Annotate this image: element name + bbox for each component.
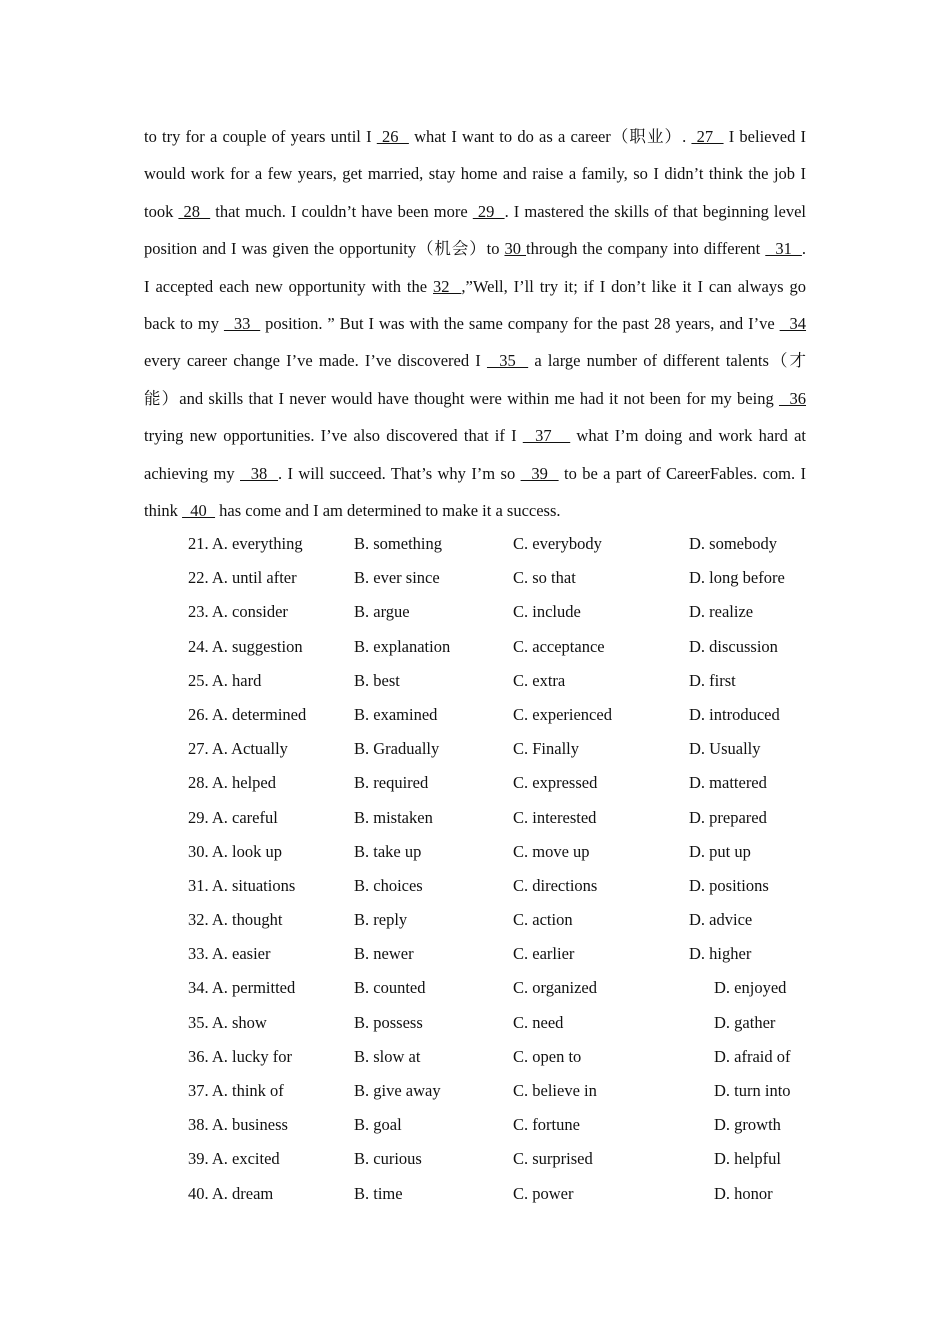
option-a: 24. A. suggestion <box>188 636 303 656</box>
passage-line <box>144 455 806 492</box>
option-c: C. move up <box>513 841 590 861</box>
passage-text: . I mastered the skills of that beginning level <box>504 201 806 221</box>
option-b: B. possess <box>354 1012 423 1032</box>
option-a: 28. A. helped <box>188 773 276 793</box>
option-d: D. positions <box>689 875 769 895</box>
option-a: 27. A. Actually <box>188 739 288 759</box>
option-a: 32. A. thought <box>188 910 283 930</box>
option-c: C. power <box>513 1183 574 1203</box>
answer-options <box>188 527 808 1211</box>
option-b: B. ever since <box>354 568 440 588</box>
option-c: C. extra <box>513 670 566 690</box>
option-c: C. believe in <box>513 1081 597 1100</box>
option-c: C. interested <box>513 807 597 827</box>
option-c: C. action <box>513 910 573 930</box>
passage-text: every career change I’ve made. I’ve discovered I <box>144 351 487 371</box>
question-row <box>188 903 808 937</box>
option-d: D. advice <box>689 910 753 930</box>
answer-blank: 38 <box>240 463 279 483</box>
option-a: 39. A. excited <box>188 1149 280 1169</box>
option-a: 40. A. dream <box>188 1183 274 1203</box>
question-row <box>188 732 808 766</box>
passage-text: through the company into different <box>526 239 766 259</box>
option-d: D. discussion <box>689 636 778 656</box>
question-row <box>188 1177 808 1211</box>
option-b: B. reply <box>354 910 408 930</box>
answer-blank: 30 <box>504 239 527 259</box>
question-row <box>188 1006 808 1040</box>
question-row <box>188 937 808 971</box>
passage-text: to be a part of CareerFables. com. I <box>558 463 806 483</box>
passage-text: . I will succeed. That’s why I’m so <box>278 463 521 483</box>
option-b: B. goal <box>354 1115 402 1135</box>
option-a: 29. A. careful <box>188 807 278 827</box>
option-b: B. argue <box>354 602 410 622</box>
question-row <box>188 1142 808 1176</box>
question-row <box>188 561 808 595</box>
passage-text: took <box>144 201 179 221</box>
passage-text: to try for a couple of years until I <box>144 127 377 146</box>
option-d: D. growth <box>714 1115 781 1135</box>
question-row <box>188 698 808 732</box>
passage-line <box>144 118 806 155</box>
option-b: B. time <box>354 1183 403 1203</box>
option-d: D. realize <box>689 602 754 622</box>
question-row <box>188 835 808 869</box>
option-d: D. put up <box>689 841 751 861</box>
option-d: D. honor <box>714 1183 773 1203</box>
passage-text: what I want to do as a career（职业）. <box>408 127 692 146</box>
passage-line <box>144 305 806 342</box>
option-c: C. open to <box>513 1046 582 1066</box>
option-d: D. turn into <box>714 1081 791 1100</box>
passage-text: ,”Well, I’ll try it; if I don’t like it I can always go <box>461 276 806 296</box>
option-d: D. higher <box>689 944 752 964</box>
option-d: D. long before <box>689 568 785 588</box>
option-a: 35. A. show <box>188 1012 267 1032</box>
option-a: 38. A. business <box>188 1115 288 1135</box>
option-d: D. mattered <box>689 773 767 793</box>
question-row <box>188 1040 808 1074</box>
option-a: 34. A. permitted <box>188 978 296 998</box>
question-row <box>188 664 808 698</box>
question-row <box>188 971 808 1005</box>
option-a: 37. A. think of <box>188 1081 284 1100</box>
passage-text: trying new opportunities. I’ve also discovered that if I <box>144 426 523 446</box>
option-a: 21. A. everything <box>188 534 303 553</box>
answer-blank: 33 <box>223 313 261 333</box>
option-d: D. Usually <box>689 739 761 759</box>
option-b: B. newer <box>354 944 414 964</box>
answer-blank: 35 <box>486 351 529 371</box>
passage-text: has come and I am determined to make it a success. <box>215 500 561 520</box>
option-d: D. gather <box>714 1012 776 1032</box>
passage-text: that much. I couldn’t have been more <box>210 201 473 221</box>
option-d: D. prepared <box>689 807 767 827</box>
option-d: D. somebody <box>689 534 777 553</box>
option-a: 33. A. easier <box>188 944 271 964</box>
question-row <box>188 766 808 800</box>
option-b: B. choices <box>354 875 423 895</box>
answer-blank: 26 <box>376 127 409 146</box>
passage-text: . <box>801 239 807 259</box>
option-b: B. curious <box>354 1149 422 1169</box>
option-c: C. directions <box>513 875 598 895</box>
passage-text: think <box>144 500 183 520</box>
passage-text: would work for a few years, get married, stay home and raise a family, so I didn’t think the job I <box>144 164 806 184</box>
option-b: B. mistaken <box>354 807 433 827</box>
option-b: B. explanation <box>354 636 451 656</box>
option-c: C. organized <box>513 978 598 998</box>
option-c: C. so that <box>513 568 576 588</box>
answer-blank: 32 <box>433 276 462 296</box>
passage-line <box>144 417 806 454</box>
option-c: C. expressed <box>513 773 598 793</box>
question-row <box>188 801 808 835</box>
passage-line <box>144 342 806 379</box>
option-b: B. required <box>354 773 429 793</box>
passage-text: 能）and skills that I never would have thought were within me had it not been for my being <box>144 388 779 408</box>
option-c: C. include <box>513 602 581 622</box>
option-c: C. fortune <box>513 1115 580 1135</box>
passage-text: position. ” But I was with the same company for the past 28 years, and I’ve <box>260 313 780 333</box>
option-c: C. acceptance <box>513 636 605 656</box>
passage-text: what I’m doing and work hard at <box>570 426 807 446</box>
option-c: C. experienced <box>513 704 612 724</box>
answer-blank: 36 <box>778 388 807 408</box>
option-c: C. need <box>513 1012 564 1032</box>
option-b: B. give away <box>354 1081 441 1100</box>
question-row <box>188 1074 808 1108</box>
option-d: D. afraid of <box>714 1046 791 1066</box>
question-row <box>188 630 808 664</box>
passage-text: a large number of different talents（才 <box>528 351 806 371</box>
option-d: D. enjoyed <box>714 978 787 998</box>
option-a: 25. A. hard <box>188 670 262 690</box>
option-c: C. earlier <box>513 944 575 964</box>
passage-line <box>144 380 806 417</box>
passage-text: I believed I <box>723 127 807 146</box>
passage-line <box>144 193 806 230</box>
answer-blank: 29 <box>472 201 505 221</box>
answer-blank: 27 <box>691 127 724 146</box>
option-a: 22. A. until after <box>188 568 297 588</box>
option-d: D. introduced <box>689 704 780 724</box>
answer-blank: 37 <box>522 426 571 446</box>
answer-blank: 31 <box>765 239 802 259</box>
option-a: 23. A. consider <box>188 602 288 622</box>
option-b: B. slow at <box>354 1046 421 1066</box>
passage-line <box>144 230 806 267</box>
option-a: 31. A. situations <box>188 875 296 895</box>
passage-line <box>144 268 806 305</box>
passage-line <box>144 155 806 192</box>
answer-blank: 28 <box>178 201 211 221</box>
question-row <box>188 1108 808 1142</box>
passage-text: achieving my <box>144 463 240 483</box>
answer-blank: 40 <box>182 500 216 520</box>
cloze-passage <box>144 118 806 529</box>
passage-text: position and I was given the opportunity（机会）to <box>144 239 505 259</box>
passage-line <box>144 492 806 529</box>
option-b: B. take up <box>354 841 422 861</box>
option-a: 30. A. look up <box>188 841 282 861</box>
option-a: 36. A. lucky for <box>188 1046 293 1066</box>
option-b: B. examined <box>354 704 438 724</box>
option-c: C. surprised <box>513 1149 593 1169</box>
option-b: B. Gradually <box>354 739 440 759</box>
passage-text: I accepted each new opportunity with the <box>144 276 433 296</box>
question-row <box>188 869 808 903</box>
option-d: D. first <box>689 670 736 690</box>
option-c: C. everybody <box>513 534 602 553</box>
answer-blank: 34 <box>779 313 807 333</box>
option-c: C. Finally <box>513 739 580 759</box>
option-b: B. best <box>354 670 400 690</box>
option-b: B. counted <box>354 978 426 998</box>
option-b: B. something <box>354 534 443 553</box>
option-d: D. helpful <box>714 1149 781 1169</box>
passage-text: back to my <box>144 313 224 333</box>
question-row <box>188 527 808 561</box>
question-row <box>188 595 808 629</box>
answer-blank: 39 <box>520 463 559 483</box>
option-a: 26. A. determined <box>188 704 307 724</box>
